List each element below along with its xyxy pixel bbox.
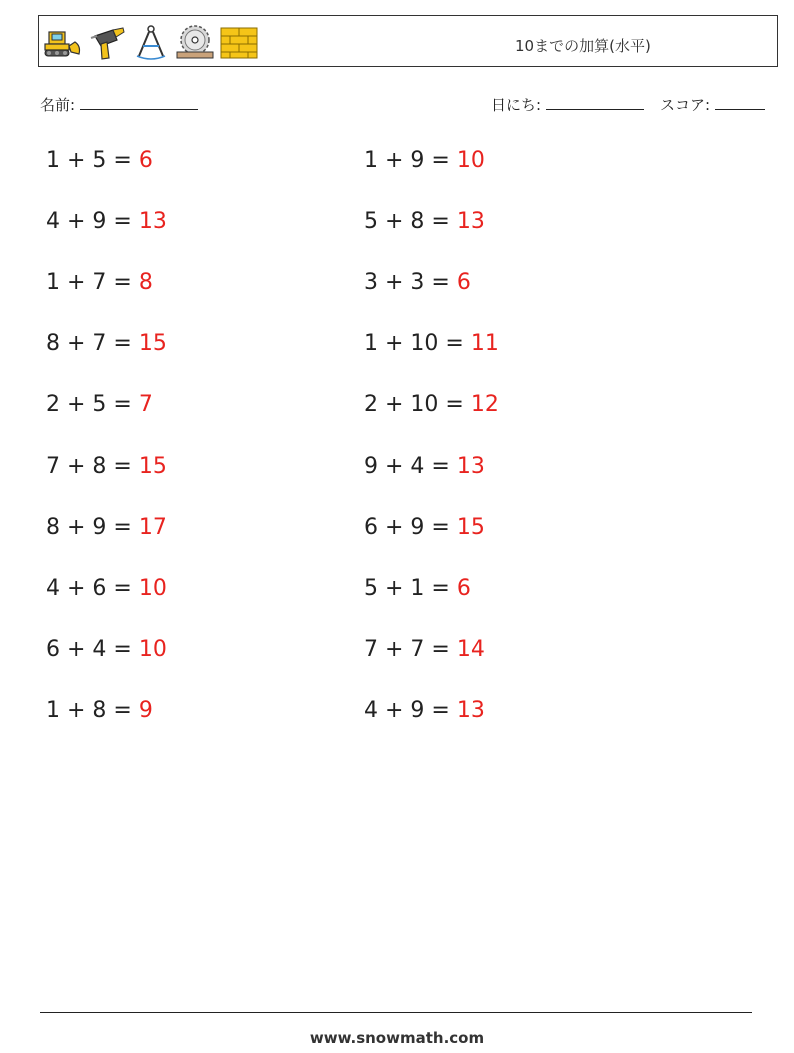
problem-item <box>364 637 485 662</box>
problem-item <box>364 148 485 173</box>
problem-answer: 8 <box>138 270 153 296</box>
problem-item <box>46 209 167 234</box>
problem-answer: 15 <box>138 331 167 357</box>
problem-item <box>46 637 167 662</box>
problem-item <box>46 515 167 540</box>
saw-blade-icon <box>175 22 215 62</box>
problem-item <box>46 148 153 173</box>
name-field <box>40 94 198 115</box>
score-field <box>660 94 765 115</box>
problem-equation: 1 + 10 = <box>364 331 471 357</box>
problem-answer: 13 <box>456 453 485 479</box>
problem-answer: 13 <box>456 209 485 235</box>
worksheet-header <box>38 15 778 67</box>
name-blank[interactable] <box>80 95 198 110</box>
score-label: スコア: <box>660 96 711 114</box>
problem-answer: 13 <box>456 697 485 723</box>
date-blank[interactable] <box>546 95 644 110</box>
header-icons <box>43 22 259 62</box>
score-blank[interactable] <box>715 95 765 110</box>
problem-answer: 10 <box>456 148 485 173</box>
problem-item <box>46 576 167 601</box>
problem-equation: 1 + 5 = <box>46 148 139 173</box>
problem-answer: 15 <box>456 514 485 540</box>
problem-item <box>364 515 485 540</box>
problem-item <box>46 331 167 356</box>
worksheet-title: 10までの加算(水平) <box>515 37 651 55</box>
problem-item <box>46 698 153 723</box>
problem-equation: 4 + 9 = <box>364 697 457 723</box>
problem-equation: 4 + 6 = <box>46 575 139 601</box>
problem-equation: 9 + 4 = <box>364 453 457 479</box>
problem-item <box>46 454 167 479</box>
problem-answer: 13 <box>138 209 167 235</box>
bulldozer-icon <box>43 22 83 62</box>
problem-item <box>364 454 485 479</box>
bricks-icon <box>219 22 259 62</box>
problem-answer: 6 <box>138 148 153 173</box>
drill-icon <box>87 22 127 62</box>
problem-equation: 5 + 8 = <box>364 209 457 235</box>
problem-answer: 14 <box>456 636 485 662</box>
problem-answer: 9 <box>138 697 153 723</box>
problem-item <box>46 392 153 417</box>
problem-item <box>364 209 485 234</box>
problem-equation: 4 + 9 = <box>46 209 139 235</box>
problem-equation: 7 + 7 = <box>364 636 457 662</box>
problem-answer: 15 <box>138 453 167 479</box>
date-label: 日にち: <box>491 96 542 114</box>
problem-answer: 6 <box>456 270 471 296</box>
problem-equation: 1 + 8 = <box>46 697 139 723</box>
problem-item <box>364 576 471 601</box>
problem-equation: 1 + 9 = <box>364 148 457 173</box>
problem-equation: 2 + 5 = <box>46 392 139 418</box>
problem-answer: 7 <box>138 392 153 418</box>
problem-item <box>364 270 471 295</box>
problem-equation: 3 + 3 = <box>364 270 457 296</box>
footer-website: www.snowmath.com <box>309 1029 485 1047</box>
problem-answer: 11 <box>470 331 499 357</box>
problem-answer: 10 <box>138 636 167 662</box>
problem-equation: 6 + 4 = <box>46 636 139 662</box>
name-label: 名前: <box>40 96 76 114</box>
problem-item <box>364 392 499 417</box>
problem-item <box>364 698 485 723</box>
problem-equation: 2 + 10 = <box>364 392 471 418</box>
problem-answer: 10 <box>138 575 167 601</box>
problem-equation: 1 + 7 = <box>46 270 139 296</box>
problem-equation: 6 + 9 = <box>364 514 457 540</box>
problem-item <box>364 331 499 356</box>
date-field <box>491 94 644 115</box>
problem-item <box>46 270 153 295</box>
problem-equation: 5 + 1 = <box>364 575 457 601</box>
problem-equation: 8 + 9 = <box>46 514 139 540</box>
problem-answer: 17 <box>138 514 167 540</box>
problem-answer: 6 <box>456 575 471 601</box>
problem-equation: 7 + 8 = <box>46 453 139 479</box>
footer-divider <box>40 1012 752 1013</box>
problem-answer: 12 <box>470 392 499 418</box>
problem-equation: 8 + 7 = <box>46 331 139 357</box>
compass-icon <box>131 22 171 62</box>
